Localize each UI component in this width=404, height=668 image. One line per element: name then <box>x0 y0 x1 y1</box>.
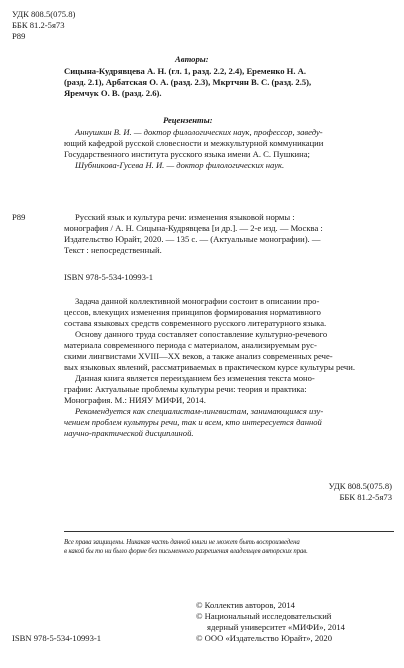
reviewer-line: Государственного института русского языка имени А. С. Пушкина; <box>64 149 310 159</box>
rights-notice <box>64 538 308 556</box>
abstract-line: материала современного периода с материалом, анализируемым рус- <box>64 340 317 350</box>
abstract-line: вых языковых явлений, рассматриваемых в практическом курсе культуры речи. <box>64 362 355 372</box>
bib-line: монография / А. Н. Сицына-Кудрявцева [и др.]. — 2-е изд. — Москва : <box>64 223 323 233</box>
isbn-footer: ISBN 978-5-534-10993-1 <box>12 633 102 643</box>
bbk-code: ББК 81.2-5я73 <box>339 492 392 502</box>
copyright-line: © Коллектив авторов, 2014 <box>196 600 295 610</box>
authors-heading: Авторы: <box>175 54 209 64</box>
abstract-line: Рекомендуется как специалистам-лингвистам, занимающимся изу- <box>75 406 324 416</box>
authors-list <box>64 66 311 99</box>
reviewer-text: Шубникова-Гусева Н. И. — доктор филологических наук. <box>75 160 285 170</box>
reviewers-list <box>64 127 323 171</box>
bbk-code: ББК 81.2-5я73 <box>12 20 65 30</box>
abstract-line: Монография. М.: НИЯУ МИФИ, 2014. <box>64 395 206 405</box>
rights-line: Все права защищены. Никакая часть данной книги не может быть воспроизведена <box>64 539 300 546</box>
authors-line: (разд. 2.1), Арбатская О. А. (разд. 2.3), Мкртчян В. С. (разд. 2.5), <box>64 77 312 87</box>
abstract <box>64 296 355 439</box>
abstract-line: Задача данной коллективной монографии состоит в описании про- <box>75 296 320 306</box>
copyright-line: ядерный университет «МИФИ», 2014 <box>207 622 345 632</box>
rights-line: в какой бы то ни было форме без письменного разрешения владельцев авторских прав. <box>64 548 308 555</box>
catalog-mark: Р89 <box>12 212 26 222</box>
bottom-codes <box>329 481 392 503</box>
top-codes <box>12 9 75 42</box>
abstract-line: графии: Актуальные проблемы культуры речи: теория и практика: <box>64 384 307 394</box>
abstract-line: научно-практической дисциплиной. <box>64 428 194 438</box>
bibliographic-record <box>64 212 323 256</box>
abstract-line: состава языковых средств современного русского литературного языка. <box>64 318 327 328</box>
authors-line: Яремчук О. В. (разд. 2.6). <box>64 88 162 98</box>
abstract-line: цессов, влекущих изменения принципов формирования нормативного <box>64 307 321 317</box>
copyright-block <box>196 600 345 644</box>
udk-code: УДК 808.5(075.8) <box>12 9 76 19</box>
bib-line: Издательство Юрайт, 2020. — 135 с. — (Актуальные монографии). — <box>64 234 321 244</box>
udk-code: УДК 808.5(075.8) <box>328 481 392 491</box>
abstract-line: Данная книга является переизданием без изменения текста моно- <box>75 373 315 383</box>
reviewer-line: ющий кафедрой русской словесности и межкультурной коммуникации <box>64 138 324 148</box>
author-mark: Р89 <box>12 31 26 41</box>
abstract-line: Основу данного труда составляет сопоставление культурно-речевого <box>75 329 328 339</box>
abstract-line: чением проблем культуры речи, так и всем, кто интересуется данной <box>64 417 322 427</box>
isbn-main: ISBN 978-5-534-10993-1 <box>64 272 154 282</box>
reviewer-text: Аннушкин В. И. — доктор филологических наук, профессор, заведу- <box>75 127 323 137</box>
copyright-line: © Национальный исследовательский <box>196 611 332 621</box>
authors-line: Сицына-Кудрявцева А. Н. (гл. 1, разд. 2.2, 2.4), Еременко Н. А. <box>64 66 307 76</box>
divider <box>64 531 394 532</box>
reviewer-line <box>64 160 323 171</box>
bib-line: Текст : непосредственный. <box>64 245 162 255</box>
copyright-line: © ООО «Издательство Юрайт», 2020 <box>196 633 333 643</box>
abstract-line: скими лингвистами XVIII—XX веков, а также анализ современных рече- <box>64 351 333 361</box>
bib-line: Русский язык и культура речи: изменения языковой нормы : <box>75 212 295 222</box>
reviewers-heading: Рецензенты: <box>163 115 213 125</box>
reviewer-line <box>64 127 323 138</box>
